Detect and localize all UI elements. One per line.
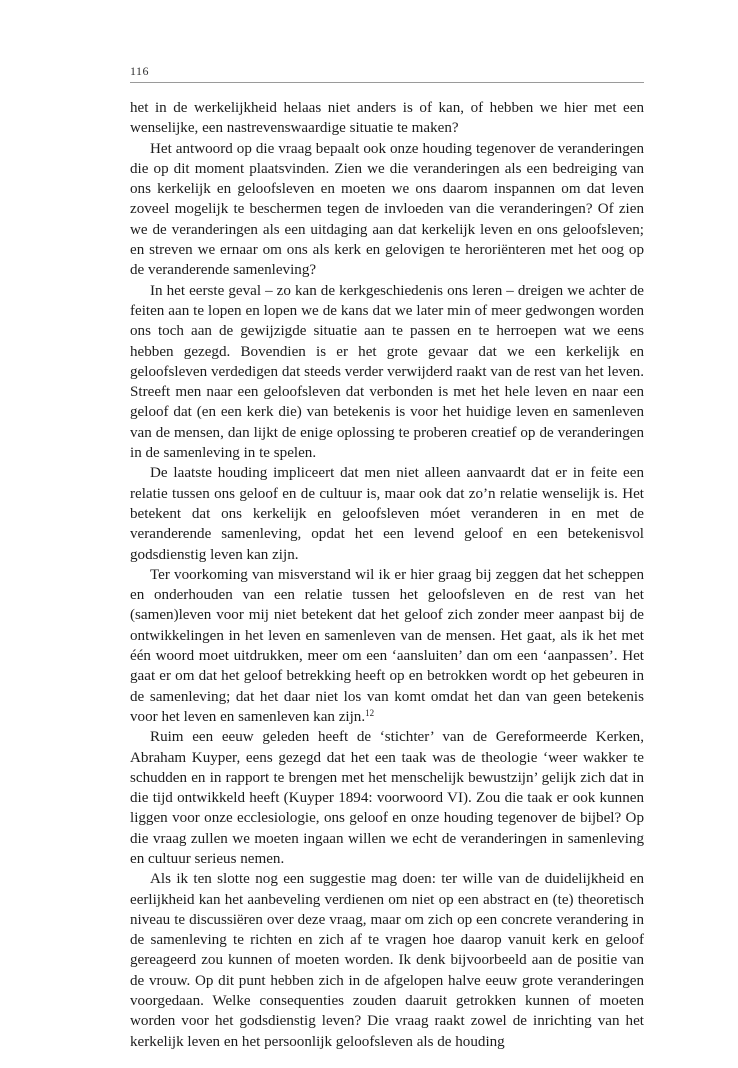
paragraph-7: Als ik ten slotte nog een suggestie mag doen: ter wille van de duidelijkheid en eerlijkheid kan het aanbeveling verdienen om niet op een abstract en (te) theoretisch niveau te discussiëren over deze vraag, maar om zich op een concrete verandering in de samenleving te richten en zich af te vragen hoe daarop vanuit kerk en geloof gereageerd zou kunnen of moeten worden. Ik denk bijvoorbeeld aan de positie van de vrouw. Op dit punt hebben zich in de afgelopen halve eeuw grote veranderingen voorgedaan. Welke consequenties zouden daaruit getrokken kunnen of moeten worden voor het godsdienstig leven? Die vraag raakt zowel de inrichting van het kerkelijk leven en het persoonlijk geloofsleven als de houding: [130, 871, 644, 1050]
paragraph-2: Het antwoord op die vraag bepaalt ook onze houding tegenover de veranderingen die op dit moment plaatsvinden. Zien we die veranderingen als een bedreiging van ons kerkelijk en geloofsleven en moeten we ons daarom inspannen om dat leven zoveel mogelijk te beschermen tegen de invloeden van die veranderingen? Of zien we de veranderingen als een uitdaging aan dat kerkelijk leven en ons geloofsleven; en streven we ernaar om ons als kerk en gelovigen te heroriënteren met het oog op de veranderende samenleving?: [130, 140, 644, 279]
paragraph-5-text: Ter voorkoming van misverstand wil ik er hier graag bij zeggen dat het scheppen en onderhouden van een relatie tussen het geloofsleven en de rest van het (samen)leven voor mij niet betekent dat het geloof zich zonder meer aanpast bij de ontwikkelingen in het leven en samenleven van de mensen. Het gaat, als ik het met één woord moet uitdrukken, meer om een ‘aansluiten’ dan om een ‘aanpassen’. Het gaat er om dat het geloof betrekking heeft op en betrokken wordt op het gebeuren in de samenleving; dat het daar niet los van komt omdat het dan van geen betekenis voor het leven en samenleven kan zijn.: [130, 566, 644, 725]
paragraph-5: [130, 565, 644, 727]
running-header: [130, 60, 644, 83]
paragraph-1: het in de werkelijkheid helaas niet anders is of kan, of hebben we hier met een wenselijke, een nastrevenswaardige situatie te maken?: [130, 100, 644, 137]
document-page: [130, 0, 644, 1068]
paragraph-3: In het eerste geval – zo kan de kerkgeschiedenis ons leren – dreigen we achter de feiten aan te lopen en lopen we de kans dat we later min of meer gedwongen worden ons toch aan de gewijzigde situatie aan te passen en te herroepen wat we eens hebben gezegd. Bovendien is er het grote gevaar dat we een kerkelijk en geloofsleven verdedigen dat steeds verder verwijderd raakt van de rest van het leven. Streeft men naar een geloofsleven dat verbonden is met het hele leven en naar een geloof dat (en een kerk die) van betekenis is voor het huidige leven en samenleven van de mensen, dan lijkt de enige oplossing te proberen creatief op de veranderingen in de samenleving in te spelen.: [130, 282, 644, 462]
page-number: 116: [130, 64, 150, 78]
paragraph-6: Ruim een eeuw geleden heeft de ‘stichter’ van de Gereformeerde Kerken, Abraham Kuyper, eens gezegd dat het een taak was de theologie ‘weer wakker te schudden en in rapport te brengen met het menschelijk bewustzijn’ gelijk zich dat in die tijd ontwikkeld heeft (Kuyper 1894: voorwoord VI). Zou die taak er ook kunnen liggen voor onze ecclesiologie, ons geloof en onze houding tegenover de bijbel? Op die vraag zullen we moeten ingaan willen we echt de veranderingen in samenleving en cultuur serieus nemen.: [130, 729, 644, 867]
footnote-marker: 12: [365, 707, 375, 718]
paragraph-4: De laatste houding impliceert dat men niet alleen aanvaardt dat er in feite een relatie tussen ons geloof en de cultuur is, maar ook dat zo’n relatie wenselijk is. Het betekent dat ons kerkelijk en geloofsleven móet veranderen in en met de veranderende samenleving, opdat het een levend geloof en een betekenisvol godsdienstig leven kan zijn.: [130, 465, 644, 563]
body-text: [130, 98, 644, 1052]
